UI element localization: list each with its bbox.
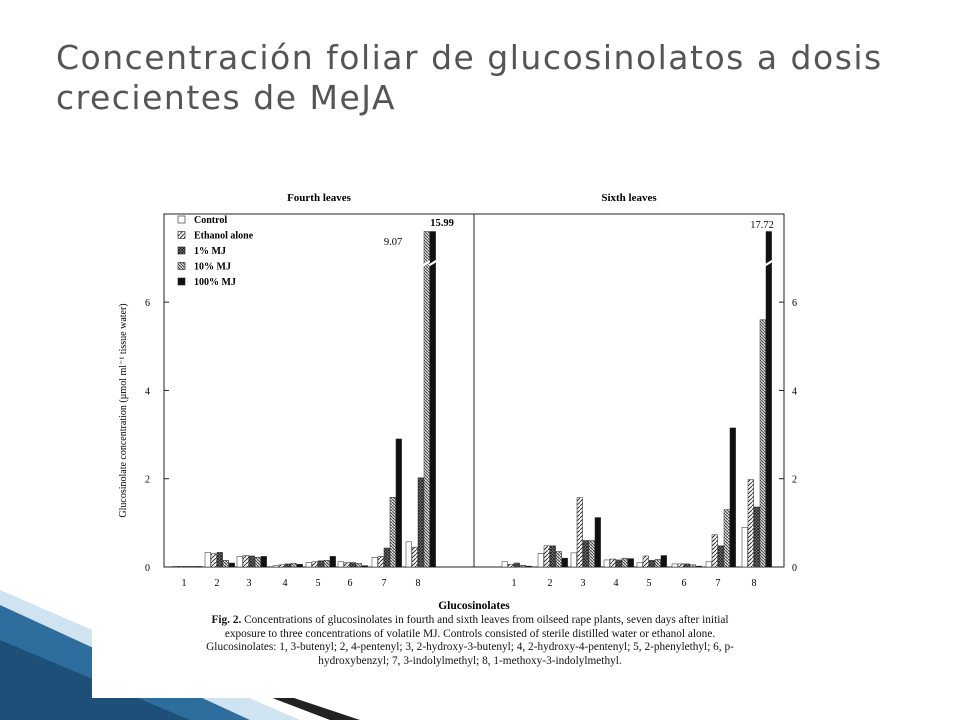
x-tick-label: 1: [181, 578, 187, 589]
bar: [637, 563, 643, 567]
caption-line: [118, 628, 822, 642]
bar: [616, 560, 622, 567]
legend-swatch: [178, 263, 185, 270]
bar: [604, 560, 610, 567]
bar: [571, 553, 577, 567]
y-tick-label-left: 4: [145, 386, 150, 398]
caption-line: [118, 655, 822, 669]
x-tick-label: 1: [511, 578, 517, 589]
panel-title: Sixth leaves: [601, 192, 657, 204]
bar: [718, 546, 724, 567]
legend-swatch: [178, 216, 185, 223]
bar: [661, 556, 667, 567]
bar: [655, 559, 661, 567]
bar: [418, 478, 424, 567]
bar: [514, 563, 520, 567]
bar: [520, 565, 526, 567]
annotation-15-99: 15.99: [430, 218, 454, 229]
figure-caption: [118, 614, 822, 668]
bar: [678, 564, 684, 567]
bar: [502, 562, 508, 567]
caption-text: Concentrations of glucosinolates in fourth and sixth leaves from oilseed rape plants, seven days after initial: [241, 614, 729, 626]
caption-text: exposure to three concentrations of volatile MJ. Controls consisted of sterile distilled water or ethanol alone.: [224, 627, 716, 640]
x-tick-label: 6: [681, 578, 687, 589]
bar: [330, 556, 336, 567]
bar: [622, 558, 628, 567]
legend-swatch: [178, 247, 185, 254]
bar: [291, 563, 297, 567]
bar: [243, 556, 249, 567]
y-tick-label-right: 2: [792, 474, 797, 486]
bar: [724, 510, 730, 567]
bar: [766, 232, 772, 567]
bar: [285, 564, 291, 567]
y-tick-label-left: 2: [145, 474, 150, 486]
bar: [279, 565, 285, 567]
bar: [273, 566, 279, 567]
caption-line: [118, 614, 822, 628]
bar: [760, 320, 766, 567]
bar: [430, 232, 436, 567]
bar: [684, 564, 690, 567]
bar: [550, 546, 556, 567]
panel-title: Fourth leaves: [287, 192, 351, 204]
x-tick-label: 8: [751, 578, 757, 589]
x-tick-label: 3: [246, 578, 252, 589]
bar: [628, 559, 634, 567]
x-axis-label: Glucosinolates: [438, 600, 510, 612]
bar: [583, 541, 589, 567]
x-tick-label: 5: [646, 578, 652, 589]
y-tick-label-left: 6: [145, 298, 150, 310]
annotation-9-07: 9.07: [383, 237, 403, 248]
legend-label: Ethanol alone: [194, 230, 254, 242]
caption-text: hydroxybenzyl; 7, 3-indolylmethyl; 8, 1-methoxy-3-indolylmethyl.: [318, 654, 622, 667]
bar: [610, 559, 616, 567]
bar: [538, 553, 544, 567]
x-tick-label: 4: [613, 578, 619, 589]
bar: [424, 232, 430, 567]
x-tick-label: 7: [381, 578, 387, 589]
bar: [249, 556, 255, 567]
bar: [562, 558, 568, 567]
bar: [229, 563, 235, 567]
x-tick-label: 3: [580, 578, 586, 589]
figure: [92, 178, 846, 698]
bar: [178, 566, 184, 567]
bar: [696, 566, 702, 567]
legend-label: 100% MJ: [194, 277, 236, 288]
bar: [390, 497, 396, 567]
bar: [350, 563, 356, 567]
bar: [712, 535, 718, 567]
bar: [362, 566, 368, 567]
bar: [338, 562, 344, 567]
bar: [544, 546, 550, 567]
bar: [742, 527, 748, 567]
caption-line: [118, 641, 822, 655]
bar: [172, 566, 178, 567]
bar: [706, 562, 712, 567]
y-tick-label-right: 0: [792, 563, 797, 574]
x-tick-label: 2: [547, 578, 553, 589]
bar: [306, 563, 312, 567]
bar: [649, 560, 655, 567]
bar: [190, 566, 196, 567]
bar: [730, 428, 736, 567]
bar: [211, 554, 217, 567]
bar: [297, 564, 303, 567]
y-tick-label-right: 6: [792, 298, 797, 310]
x-tick-label: 2: [214, 578, 220, 589]
bar: [508, 564, 514, 567]
bar: [261, 556, 267, 567]
y-tick-label-left: 0: [145, 563, 150, 574]
bar: [556, 552, 562, 567]
bar: [526, 566, 532, 567]
legend-swatch: [178, 232, 185, 239]
x-tick-label: 5: [315, 578, 321, 589]
bar: [205, 552, 211, 567]
bar: [690, 565, 696, 567]
x-tick-label: 8: [415, 578, 421, 589]
bar: [643, 556, 649, 567]
slide-title: Concentración foliar de glucosinolatos a dosis crecientes de MeJA: [56, 38, 883, 117]
bar: [312, 562, 318, 567]
bar: [237, 556, 243, 567]
bar: [255, 557, 261, 567]
bar: [396, 439, 402, 567]
bar: [595, 518, 601, 567]
legend-swatch: [178, 278, 185, 285]
bar: [196, 566, 202, 567]
y-tick-label-right: 4: [792, 386, 797, 398]
bar: [378, 556, 384, 567]
bar: [672, 564, 678, 567]
bar: [754, 507, 760, 567]
legend-label: Control: [194, 215, 228, 226]
bar: [589, 541, 595, 567]
bar: [577, 498, 583, 567]
bar: [384, 548, 390, 567]
bar: [356, 563, 362, 567]
caption-label: Fig. 2.: [211, 614, 242, 626]
x-tick-label: 6: [347, 578, 353, 589]
x-tick-label: 4: [282, 578, 288, 589]
x-tick-label: 7: [715, 578, 721, 589]
bar: [372, 557, 378, 567]
annotation-17-72: 17.72: [750, 220, 774, 231]
bar: [748, 480, 754, 567]
bar: [344, 563, 350, 567]
bar: [223, 560, 229, 567]
caption-text: Glucosinolates: 1, 3-butenyl; 2, 4-pentenyl; 3, 2-hydroxy-3-butenyl; 4, 2-hydroxy-4-pentenyl; 5, 2-phenylethyl; 6, p-: [206, 641, 734, 654]
legend-label: 1% MJ: [194, 246, 226, 257]
bar: [217, 552, 223, 567]
bar: [184, 566, 190, 567]
bar: [318, 561, 324, 567]
bar: [406, 542, 412, 567]
legend-label: 10% MJ: [194, 261, 231, 273]
y-axis-label: Glucosinolate concentration (µmol ml⁻¹ tissue water): [118, 303, 129, 518]
bar: [324, 560, 330, 567]
bar: [412, 547, 418, 567]
